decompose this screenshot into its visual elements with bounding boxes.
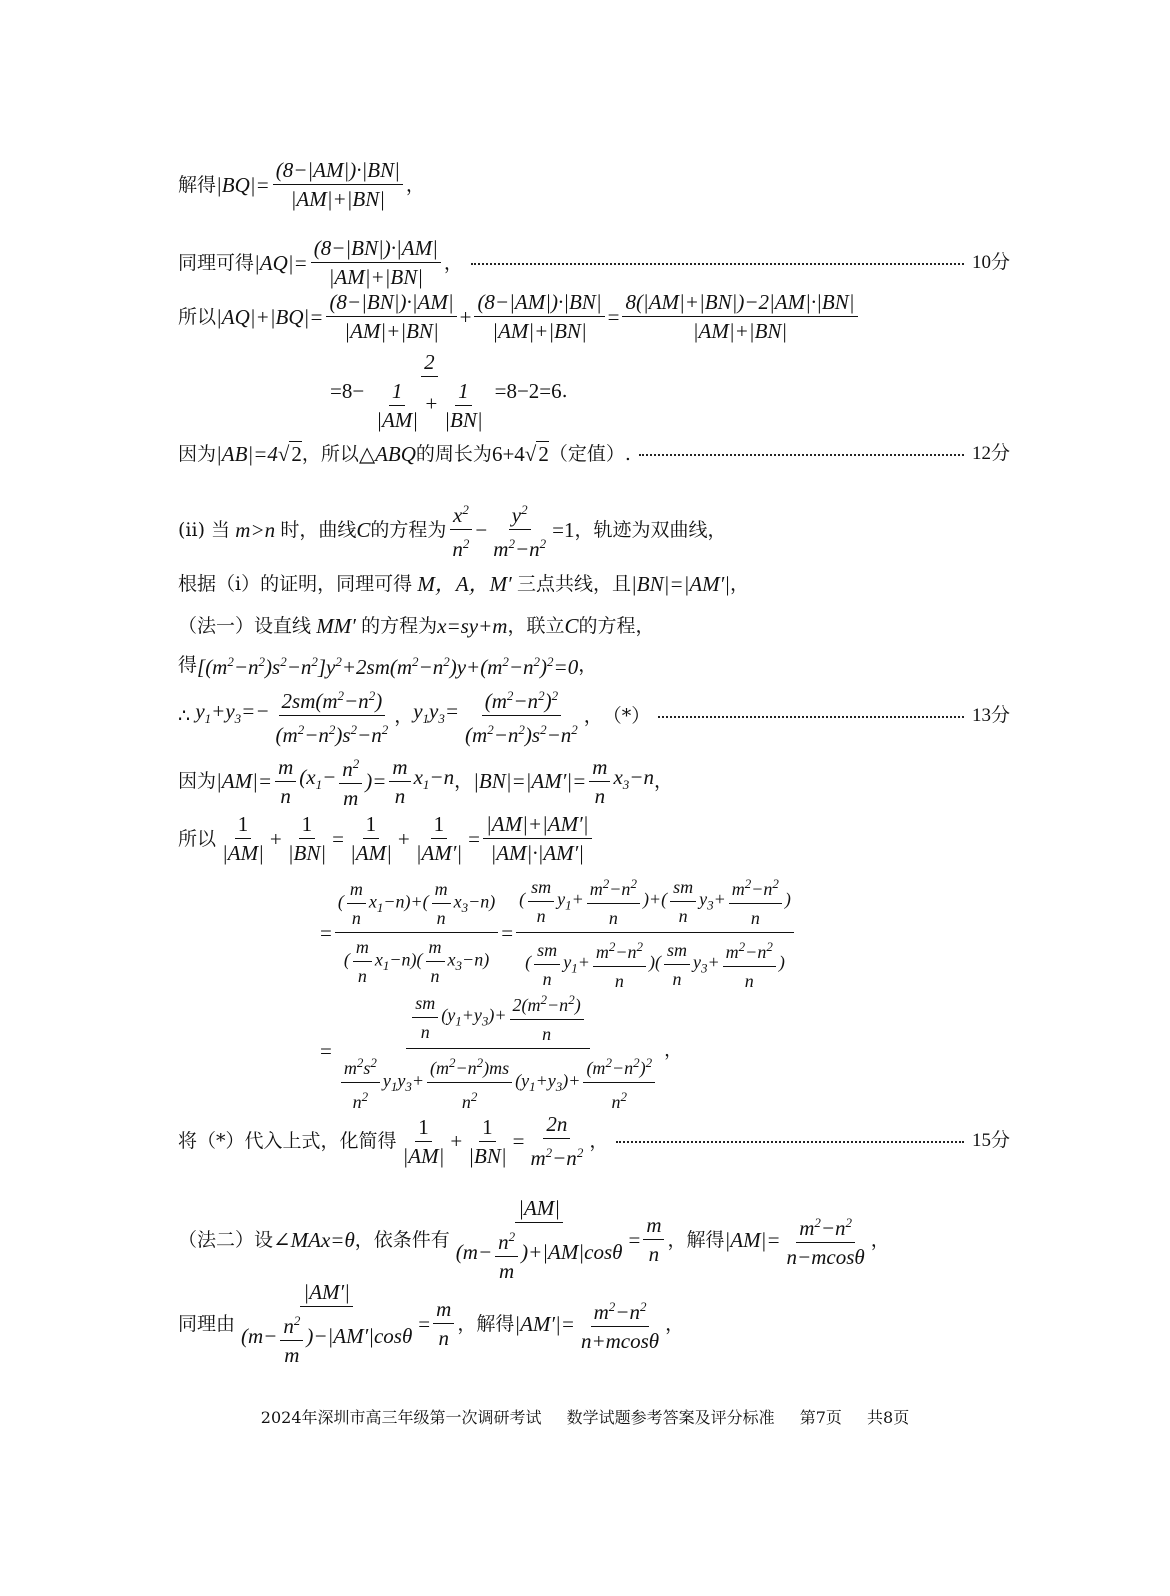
fraction: $\frac{(8-|BN|)\cdot|AM|}{|AM|+|BN|}$ (311, 236, 441, 289)
line-reciprocal: 所以 $\frac{1}{|AM|}$ + $\frac{1}{|BN|}$ = $\frac{1}{|AM|}$ + $\frac{1}{|AM'|}$ = $\frac{|AM|+|AM'|}{|AM|\cdot|AM'|}$ (178, 812, 595, 865)
score-label: 12分 (971, 443, 1010, 464)
line-method1: （法一）设直线 MM′ 的方程为 x=sy+m ，联立 C 的方程， (178, 614, 655, 638)
line-method2: （法二）设 ∠MAx=θ ，依条件有 |AM| (m− $\frac{n^2}{m}$ )+|AM|cosθ = $\frac{m}{n}$ ，解得 |AM|= $\frac{m^2-n^2}{n-mcos\theta}$ ， (178, 1196, 890, 1283)
footer-title: 2024年深圳市高三年级第一次调研考试 (260, 1408, 542, 1427)
dot-leader (616, 1139, 964, 1143)
score-label: 10分 (971, 251, 1010, 273)
score-label: 13分 (971, 704, 1010, 726)
line-substitute: 将（*）代入上式，化简得 $\frac{1}{|AM|}$ + $\frac{1}{|BN|}$ = $\frac{2n}{m^2-n^2}$ ， 15分 (178, 1112, 1010, 1170)
line-aq: 同理可得 |AQ|= $\frac{(8-|BN|)\cdot|AM|}{|AM|+|BN|}$ ， 10分 (178, 236, 1010, 289)
footer-page: 第7页 (799, 1408, 842, 1427)
line-bq: 解得 |BQ|= $\frac{(8-|AM|)\cdot|BN|}{|AM|+|BN|}$ ， (178, 158, 425, 211)
text: 同理可得 (178, 251, 255, 274)
dot-leader (639, 452, 964, 456)
fraction: $\frac{(8-|AM|)\cdot|BN|}{|AM|+|BN|}$ (273, 158, 403, 211)
line-quadratic: 得 $[(m^2-n^2)s^2-n^2]y^2+2sm(m^2-n^2)y+(m^2-n^2)^2=0$ ， (178, 653, 598, 679)
line-expand: = ( $\frac{m}{n}$ $x_1-n)+$( $\frac{m}{n}$ $x_3-n$) ( $\frac{m}{n}$ $x_1-n$)( $\frac{m}{n}$ $x_3-n$) = ( $\frac{sm}{n}$ $y_1+$ $\frac{m^2-n^2}{n}$ )+( $\frac{sm}{n}$ $y_3+$ $\frac{m^2-n^2}{n}$ ) ( $\frac{sm}{n}$ $y_1+$ $\frac{m^2-n^2}{n}$ )( $\frac{sm}{n}$ $y_3+$ $\frac{m^2-n^2}{n}$ ) (320, 872, 797, 993)
line-result-6: =8− 2 $\frac{1}{|AM|}$ + $\frac{1}{|BN|}$ =8−2=6 . (330, 350, 568, 432)
dot-leader (471, 261, 964, 265)
line-vieta: ∴ $y_1+y_3=-$ $\frac{2sm(m^2-n^2)}{(m^2-n^2)s^2-n^2}$ ， $y_1y_3=$ $\frac{(m^2-n^2)^2}{(m^2-n^2)s^2-n^2}$ ， （*） 13分 (178, 684, 1010, 747)
line-collinear: 根据（ⅰ）的证明，同理可得 M，A，M′ 三点共线，且 |BN|=|AM′| ， (178, 572, 750, 596)
footer-total: 共8页 (867, 1408, 910, 1427)
line-method2-similar: 同理由 |AM′| (m− $\frac{n^2}{m}$ )−|AM′|cosθ = $\frac{m}{n}$ ，解得 |AM′|= $\frac{m^2-n^2}{n+mcos\theta}$ ， (178, 1280, 685, 1367)
line-hyperbola: (ii) 当 m>n 时，曲线 C 的方程为 $\frac{x^2}{n^2}$ − $\frac{y^2}{m^2-n^2}$ =1 ，轨迹为双曲线， (178, 498, 726, 561)
dot-leader (658, 714, 964, 718)
page-footer (0, 1405, 1170, 1428)
text: 所以 (178, 305, 217, 328)
footer-subject: 数学试题参考答案及评分标准 (566, 1408, 775, 1427)
score-label: 15分 (971, 1130, 1010, 1151)
line-vieta-form: = $\frac{sm}{n}$ $(y_1+y_3)+$ $\frac{2(m^2-n^2)}{n}$ $\frac{m^2s^2}{n^2}$ $y_1y_3+$ $\frac{(m^2-n^2)ms}{n^2}$ $(y_1+y_3)+$ $\frac{(m^2-n^2)^2}{n^2}$ ， (320, 988, 682, 1114)
text: 解得 (178, 173, 217, 196)
line-am: 因为 |AM|= $\frac{m}{n}$ ($x_1-$ $\frac{n^2}{m}$ )= $\frac{m}{n}$ $x_1-n$ ， |BN|=|AM′|= $\frac{m}{n}$ $x_3-n$ ， (178, 752, 673, 810)
line-sum: 所以 |AQ|+|BQ|= $\frac{(8-|BN|)\cdot|AM|}{|AM|+|BN|}$ + $\frac{(8-|AM|)\cdot|BN|}{|AM|+|BN|}$ = $\frac{8(|AM|+|BN|)-2|AM|\cdot|BN|}{|AM|+|BN|}$ (178, 290, 861, 343)
line-perimeter: 因为 |AB|=4√2 ，所以 △ABQ 的周长为 6+4√2 （定值）. 12分 (178, 442, 1010, 466)
